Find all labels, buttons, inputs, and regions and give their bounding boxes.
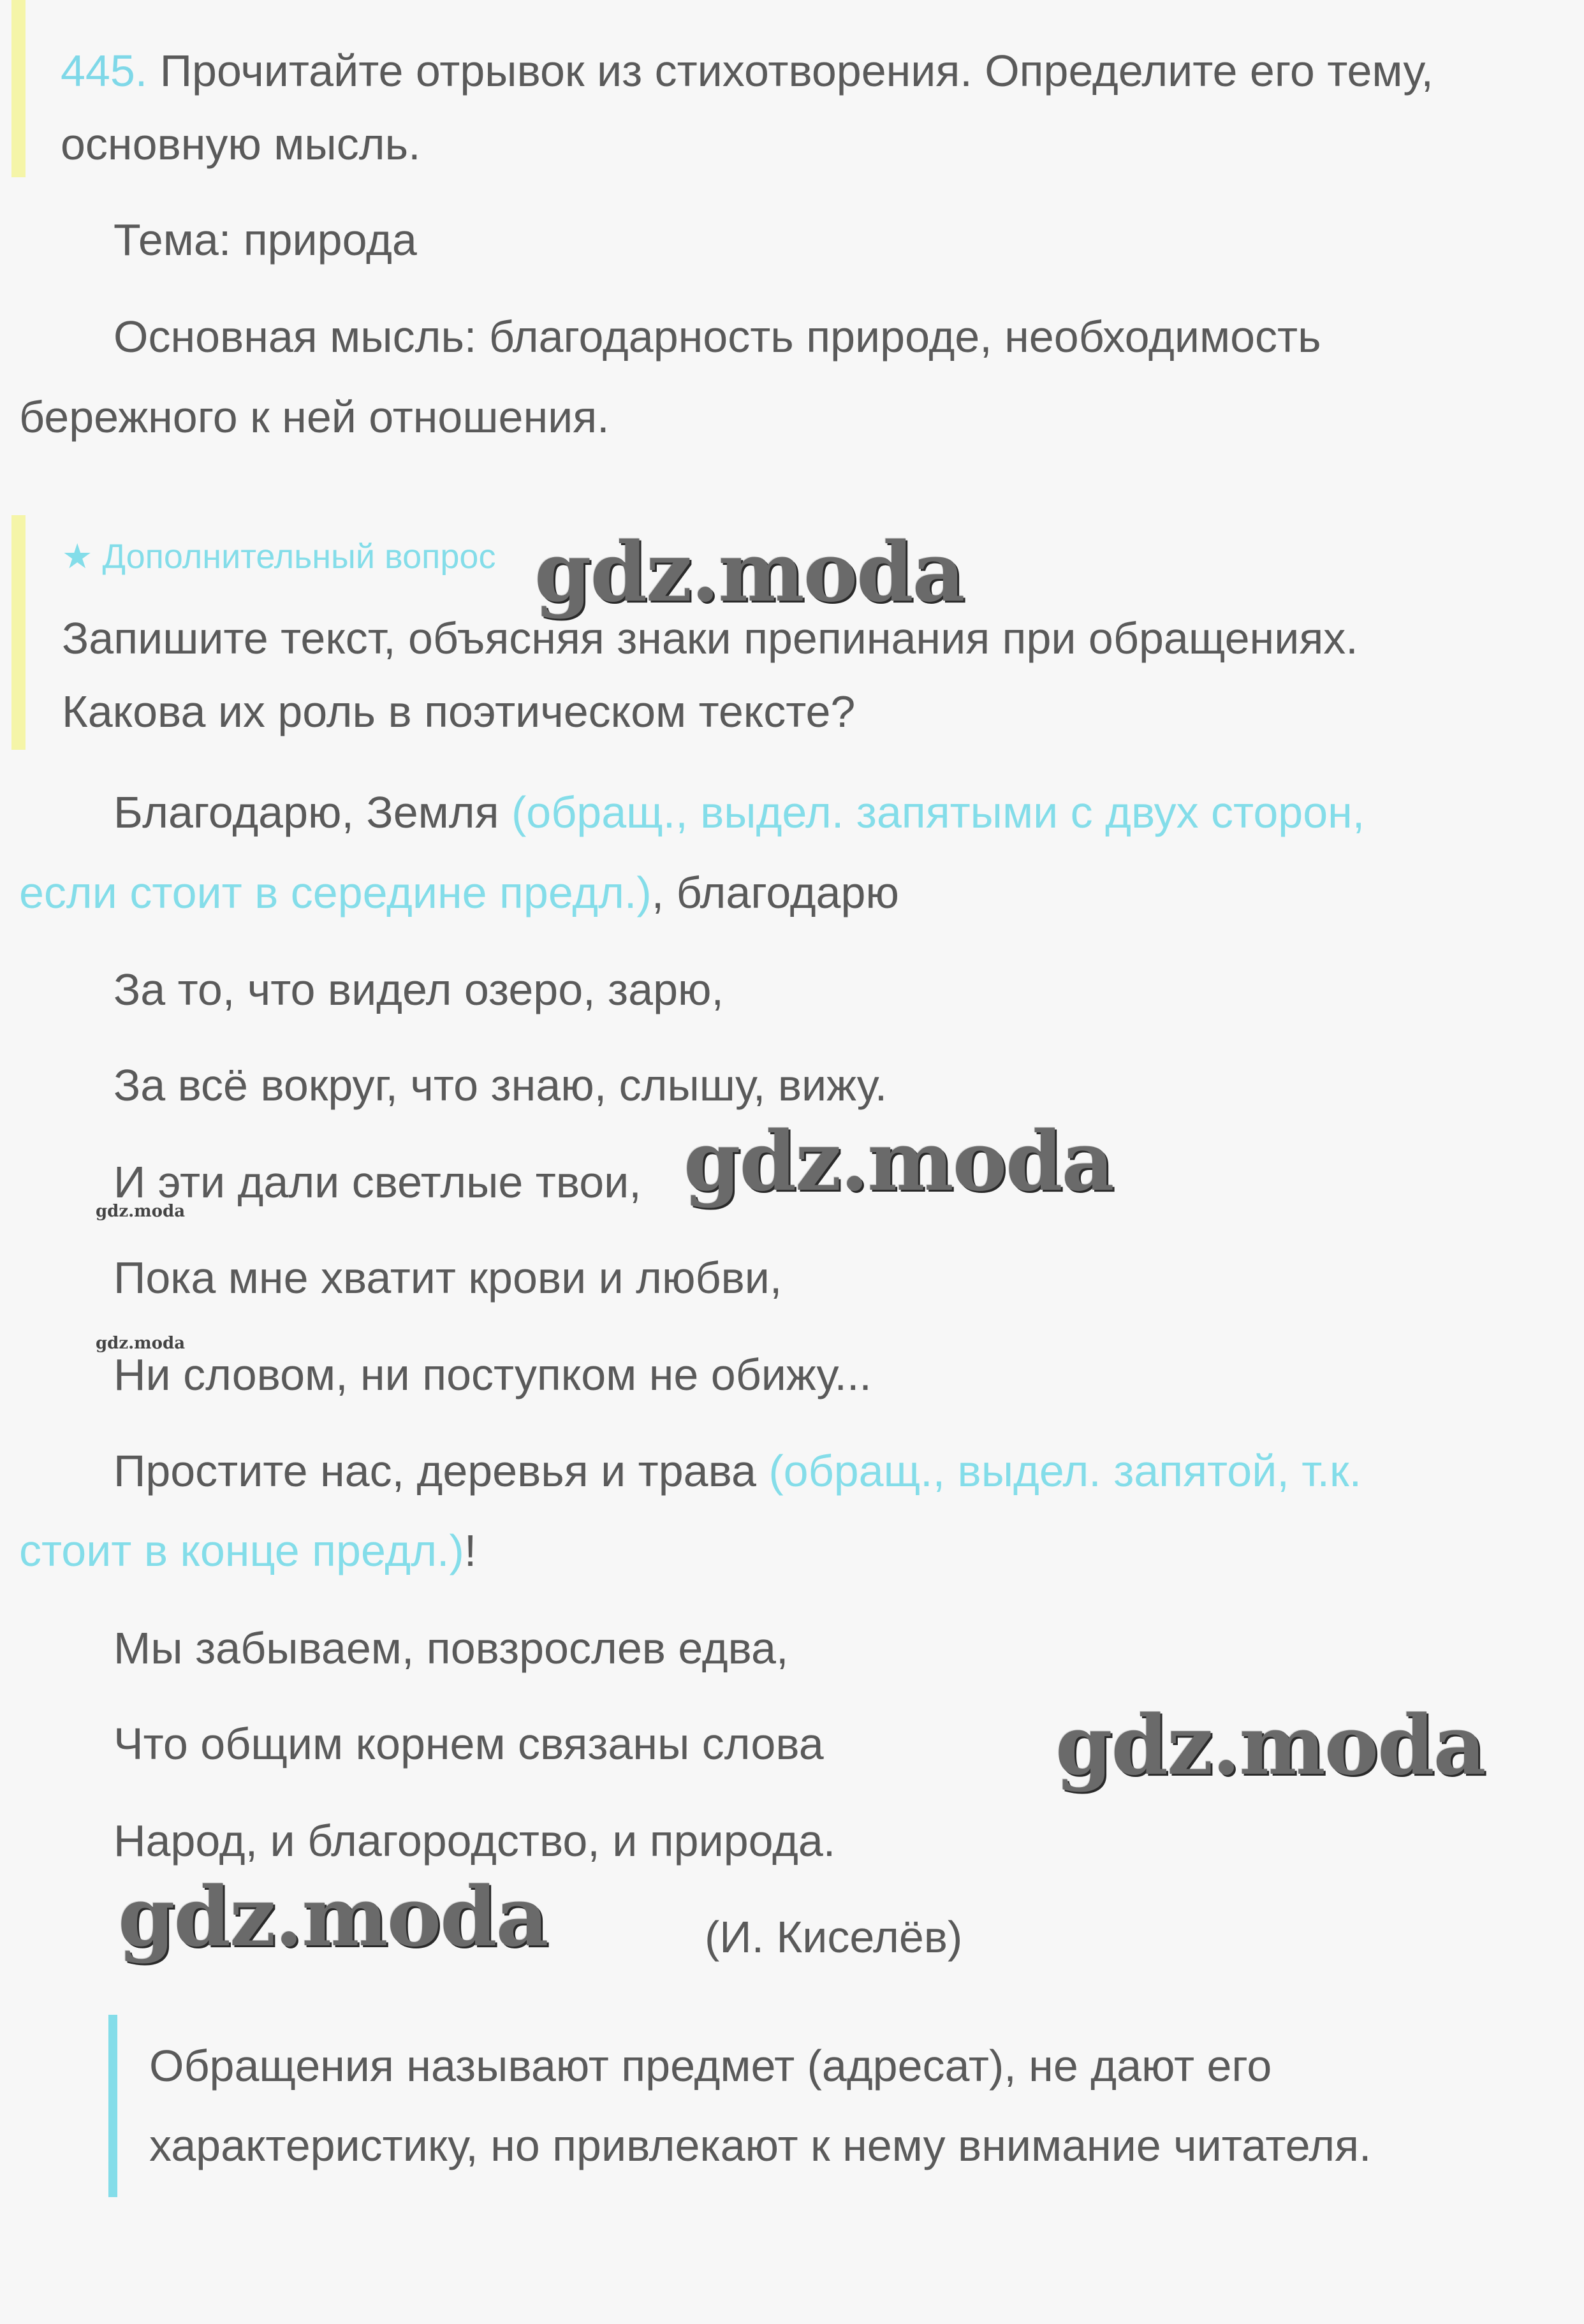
poem-explanation: если стоит в середине предл.) (19, 868, 652, 917)
poem-line-text: Простите нас, деревья и трава (114, 1446, 769, 1496)
poem-explanation: стоит в конце предл.) (19, 1526, 464, 1575)
poem-line-6: Ни словом, ни поступком не обижу... (114, 1350, 872, 1400)
poem-line-2: За то, что видел озеро, зарю, (114, 965, 724, 1014)
poem-line-4: И эти дали светлые твои, (114, 1157, 642, 1207)
poem-author: (И. Киселёв) (705, 1912, 963, 1962)
poem-line-9: Что общим корнем связаны слова (114, 1719, 824, 1769)
poem-line-3: За всё вокруг, что знаю, слышу, вижу. (114, 1060, 888, 1110)
poem-line-1 (114, 773, 1365, 852)
extra-question-line-2: Какова их роль в поэтическом тексте? (62, 687, 856, 736)
poem-line-10: Народ, и благородство, и природа. (114, 1816, 836, 1866)
watermark: gdz.moda (118, 1869, 548, 1965)
extra-question-text (62, 602, 1358, 749)
watermark: gdz.moda (534, 525, 964, 620)
poem-line-text: , благодарю (651, 868, 899, 917)
note-line-2: характеристику, но привлекают к нему внимание читателя. (149, 2121, 1372, 2170)
answer-idea-line-2: бережного к ней отношения. (19, 392, 610, 442)
star-icon: ★ (62, 537, 93, 576)
task-statement-line-1 (61, 34, 1567, 108)
extra-question-title: Дополнительный вопрос (102, 537, 496, 576)
poem-line-8: Мы забываем, повзрослев едва, (114, 1623, 789, 1673)
poem-explanation: (обращ., выдел. запятой, т.к. (768, 1446, 1362, 1496)
answer-idea-line-1: Основная мысль: благодарность природе, необходимость (114, 312, 1321, 362)
poem-line-7-continued (19, 1511, 476, 1591)
poem-line-text: Благодарю, Земля (114, 787, 511, 837)
watermark-small: gdz.moda (96, 1334, 186, 1353)
task-number: 445. (61, 46, 148, 96)
task-statement-line-2: основную мысль. (61, 119, 421, 169)
task-header (11, 0, 1567, 177)
note-box (108, 2015, 1537, 2197)
extra-question-line-1: Запишите текст, объясняя знаки препинания при обращениях. (62, 613, 1358, 663)
poem-line-5: Пока мне хватит крови и любви, (114, 1253, 782, 1303)
answer-theme: Тема: природа (114, 215, 417, 265)
watermark: gdz.moda (1055, 1698, 1485, 1794)
poem-explanation: (обращ., выдел. запятыми с двух сторон, (511, 787, 1365, 837)
task-text: Прочитайте отрывок из стихотворения. Определите его тему, (159, 46, 1434, 96)
watermark-small: gdz.moda (96, 1202, 186, 1221)
extra-question-label (62, 534, 495, 579)
note-line-1: Обращения называют предмет (адресат), не дают его (149, 2041, 1272, 2091)
poem-line-7 (114, 1431, 1361, 1511)
poem-line-1-continued (19, 853, 899, 933)
poem-line-text: ! (464, 1526, 477, 1575)
watermark: gdz.moda (684, 1114, 1113, 1210)
